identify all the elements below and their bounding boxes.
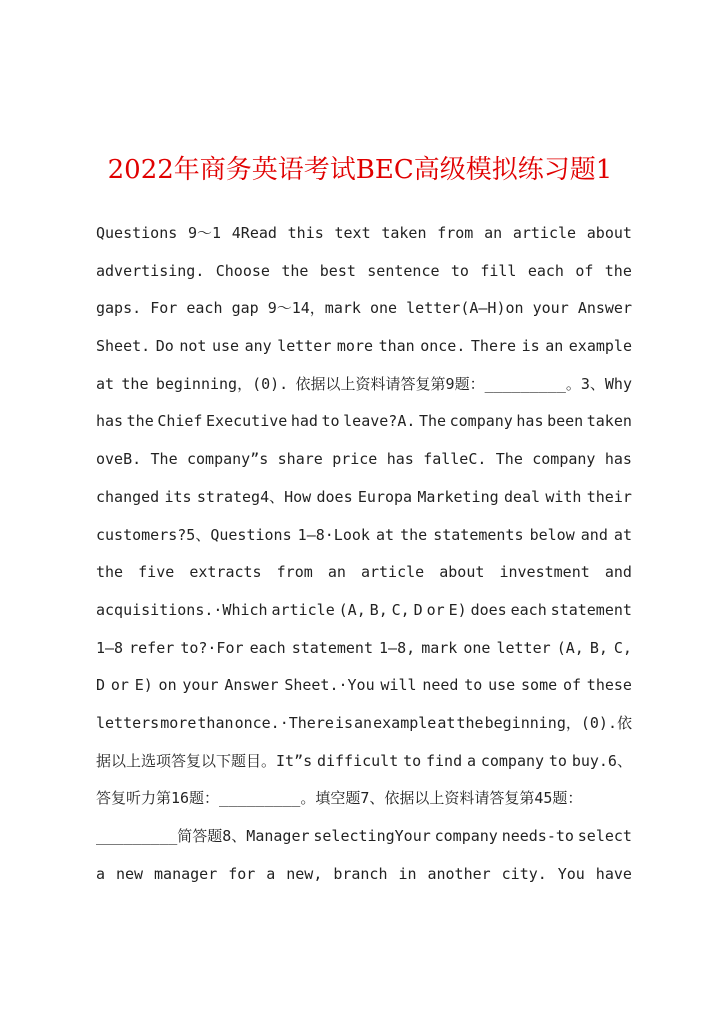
- paragraph-line: letters more than once.·There is an example at the beginning，(0).依: [96, 713, 632, 732]
- paragraph-line: changed its strateg4、How does Europa Marketing deal with their: [96, 487, 632, 506]
- paragraph-line: has the Chief Executive had to leave?A. The company has been taken: [96, 412, 632, 431]
- paragraph-line: customers?5、Questions 1—8·Look at the statements below and at: [96, 525, 632, 544]
- paragraph-line: oveB. The company”s share price has falleC. The company has: [96, 450, 632, 469]
- paragraph-line: at the beginning，(0). 依据以上资料请答复第9题：_________。3、Why: [96, 374, 632, 393]
- document-title: 2022年商务英语考试BEC高级模拟练习题1: [107, 155, 613, 185]
- paragraph-line: gaps. For each gap 9～14，mark one letter(A—H)on your Answer: [96, 299, 632, 318]
- paragraph-line: Questions 9～1 4Read this text taken from an article about: [96, 224, 632, 242]
- paragraph-line: advertising. Choose the best sentence to fill each of the: [96, 261, 632, 280]
- document-body: [96, 216, 632, 894]
- paragraph-line: 答复听力第16题：_________。填空题7、依据以上资料请答复第45题：: [96, 789, 583, 808]
- paragraph-line: D or E) on your Answer Sheet.·You will need to use some of these: [96, 676, 632, 695]
- paragraph-line: 1—8 refer to?·For each statement 1—8, mark one letter (A, B, C,: [96, 638, 632, 657]
- paragraph-line: _________简答题8、Manager selectingYour company needs-to select: [96, 827, 632, 845]
- paragraph-line: the five extracts from an article about investment and: [96, 563, 632, 582]
- paragraph-line: 据以上选项答复以下题目。It”s difficult to find a company to buy.6、: [96, 751, 632, 770]
- paragraph-line: Sheet. Do not use any letter more than once. There is an example: [96, 337, 632, 356]
- paragraph-line: a new manager for a new, branch in another city. You have: [96, 864, 632, 883]
- paragraph-line: acquisitions.·Which article (A, B, C, D or E) does each statement: [96, 600, 632, 619]
